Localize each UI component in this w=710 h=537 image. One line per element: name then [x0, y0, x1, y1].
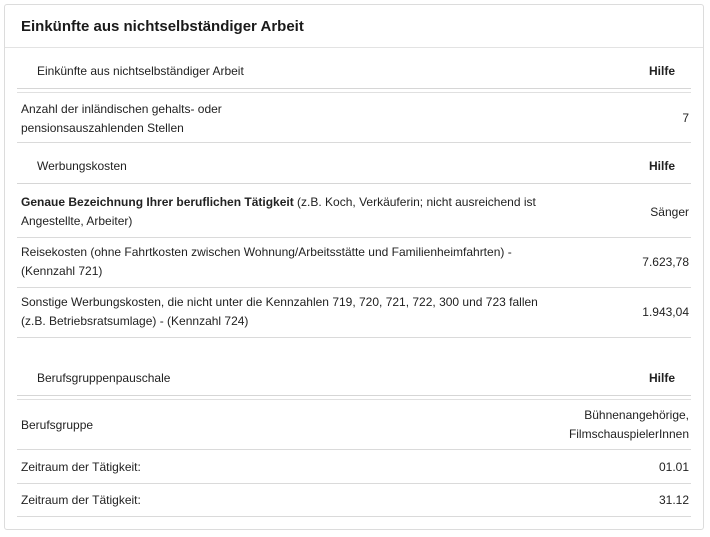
panel-title: Einkünfte aus nichtselbständiger Arbeit	[21, 18, 304, 35]
row-label	[21, 100, 222, 138]
row-berufsgruppe	[17, 402, 691, 450]
row-value-line2: FilmschauspielerInnen	[568, 427, 689, 441]
row-zeitraum-bis	[17, 484, 691, 517]
row-value-taetigkeit: Sänger	[650, 205, 689, 219]
row-label-berufsgruppe: Berufsgruppe	[21, 418, 94, 432]
section-header-berufsgruppenpauschale	[17, 362, 691, 396]
row-label-zeitraum: Zeitraum der Tätigkeit:	[21, 493, 141, 507]
row-label-rest: (z.B. Koch, Verkäuferin; nicht ausreichend ist	[293, 195, 536, 209]
row-label	[21, 293, 538, 331]
row-value-reisekosten: 7.623,78	[642, 255, 689, 269]
section-header-income	[17, 55, 691, 89]
row-label-bold: Genaue Bezeichnung Ihrer beruflichen Tätigkeit	[21, 195, 294, 209]
row-reisekosten	[17, 238, 691, 288]
row-label-line2: pensionsauszahlenden Stellen	[21, 121, 184, 135]
row-value-line1: Bühnenangehörige,	[584, 408, 689, 422]
section-header-werbungskosten	[17, 150, 691, 184]
section-label-werbungskosten: Werbungskosten	[37, 159, 127, 173]
help-link-berufsgruppenpauschale[interactable]: Hilfe	[648, 371, 675, 385]
row-label-line2: Angestellte, Arbeiter)	[21, 214, 133, 228]
row-label-line1: Anzahl der inländischen gehalts- oder	[21, 102, 222, 116]
row-value-zeitraum-von: 01.01	[658, 460, 689, 474]
row-sonstige-werbungskosten	[17, 288, 691, 338]
section-label-berufsgruppenpauschale: Berufsgruppenpauschale	[37, 371, 171, 385]
income-panel	[4, 4, 704, 530]
row-label	[21, 193, 536, 231]
help-link-income[interactable]: Hilfe	[648, 64, 675, 78]
row-taetigkeit	[17, 188, 691, 238]
panel-divider	[5, 47, 703, 48]
row-value-berufsgruppe	[569, 406, 689, 444]
divider	[17, 92, 691, 93]
row-label-line2: (Kennzahl 721)	[21, 264, 103, 278]
row-value-zeitraum-bis: 31.12	[658, 493, 689, 507]
row-value-sonstige: 1.943,04	[642, 305, 689, 319]
help-link-werbungskosten[interactable]: Hilfe	[648, 159, 675, 173]
row-label	[21, 243, 512, 281]
divider	[17, 399, 691, 400]
row-label-line1: Sonstige Werbungskosten, die nicht unter die Kennzahlen 719, 720, 721, 722, 300 und 723 fallen	[21, 295, 538, 309]
row-value-anzahl: 7	[682, 111, 689, 125]
row-label-zeitraum: Zeitraum der Tätigkeit:	[21, 460, 141, 474]
row-zeitraum-von	[17, 451, 691, 484]
row-label-line1: Reisekosten (ohne Fahrtkosten zwischen Wohnung/Arbeitsstätte und Familienheimfahrten) -	[21, 245, 512, 259]
row-label-line2: (z.B. Betriebsratsumlage) - (Kennzahl 724)	[21, 314, 249, 328]
section-label-income: Einkünfte aus nichtselbständiger Arbeit	[37, 64, 244, 78]
row-anzahl-stellen	[17, 95, 691, 143]
